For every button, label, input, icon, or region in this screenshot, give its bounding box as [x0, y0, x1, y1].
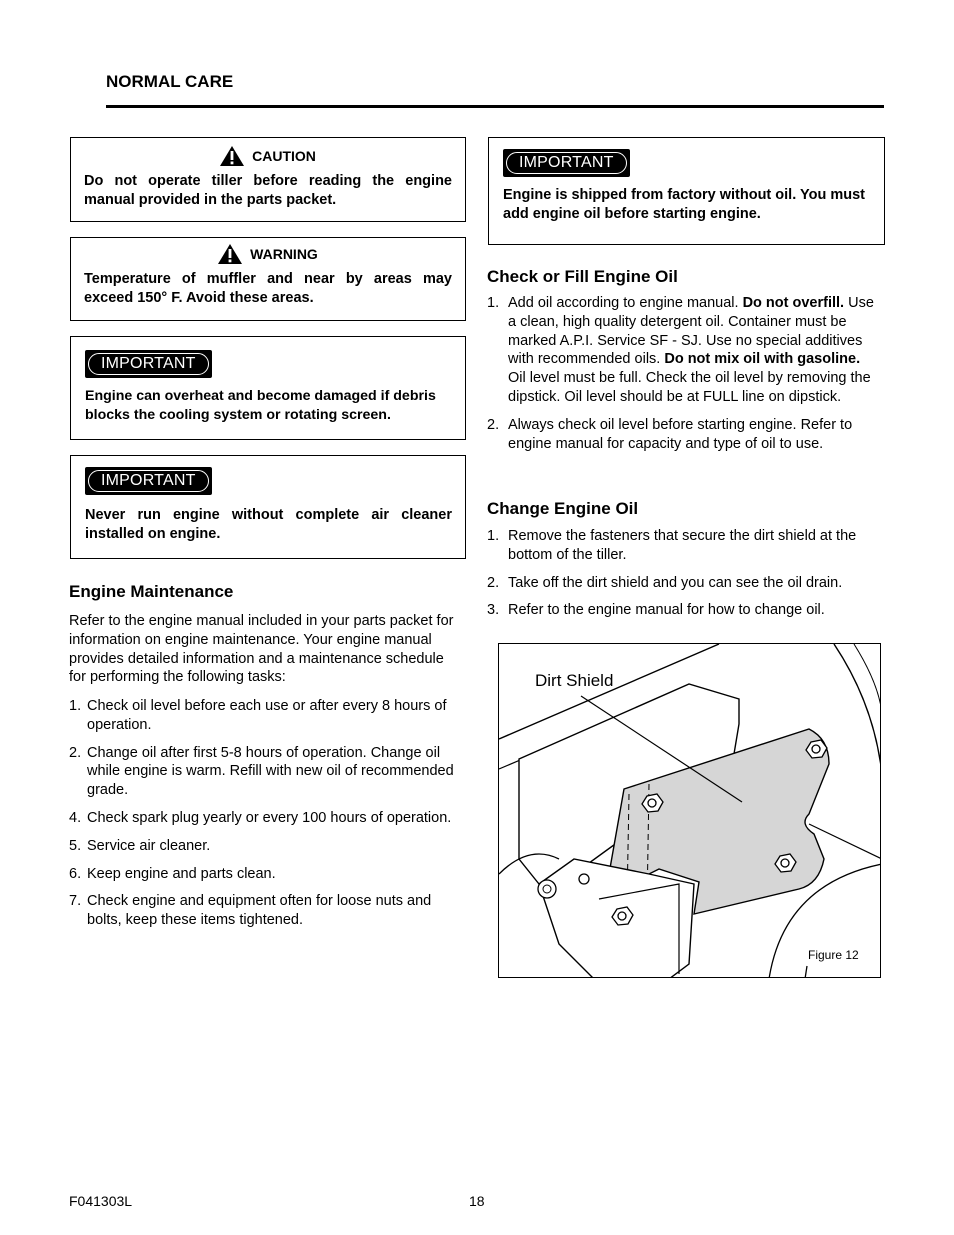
list-item-text: Add oil according to engine manual. Do not overfill. Use a clean, high quality detergent oil. Container must be marked A.P.I. Service SF - SJ. Use no special additives with recommended oils. Do not mix oil with gasoline. Oil level must be full. Check the oil level by removing the dipstick. Oil level should be at FULL line on dipstick. [508, 295, 874, 405]
header-rule [106, 105, 884, 108]
warning-box [70, 237, 466, 321]
list-item-text: Remove the fasteners that secure the dirt shield at the bottom of the tiller. [508, 528, 857, 563]
maintenance-list-item [69, 837, 461, 856]
figure-caption: Figure 12 [808, 948, 859, 962]
list-item-number: 7. [69, 893, 82, 910]
list-item-number: 2. [487, 416, 500, 433]
engine-maintenance-title: Engine Maintenance [69, 582, 234, 601]
list-item-text: Keep engine and parts clean. [87, 865, 276, 882]
important-box-overheat [70, 336, 466, 440]
document-code: F041303L [69, 1193, 133, 1209]
list-item-text: Check oil level before each use or after every 8 hours of operation. [87, 698, 447, 733]
list-item-text: Take off the dirt shield and you can see the oil drain. [508, 574, 843, 591]
important-badge: IMPORTANT [503, 149, 630, 177]
dirt-shield-illustration [499, 644, 881, 978]
list-item-text: Change oil after first 5-8 hours of operation. Change oil while engine is warm. Refill with new oil of recommended grade. [87, 744, 454, 799]
maintenance-list-item [69, 744, 461, 800]
list-item-number: 1. [487, 295, 500, 311]
important-text-air-cleaner: Never run engine without complete air cleaner installed on engine. [85, 507, 452, 542]
maintenance-list-item [69, 809, 461, 828]
dirt-shield-callout-label: Dirt Shield [535, 671, 614, 690]
list-item-text: Check spark plug yearly or every 100 hours of operation. [87, 809, 452, 826]
important-box-air-cleaner [70, 455, 466, 559]
engine-maintenance-list [69, 697, 461, 939]
caution-heading-row [84, 146, 452, 166]
list-item-number: 4. [69, 809, 82, 826]
page-number: 18 [469, 1193, 485, 1209]
list-item-text: Refer to the engine manual for how to change oil. [508, 602, 825, 619]
maintenance-list-item [69, 697, 461, 735]
change-oil-list-item [487, 601, 881, 620]
engine-maintenance-intro: Refer to the engine manual included in your parts packet for information on engine maintenance. Your engine manual provides detailed information and a maintenance schedule for performing the following tasks: [69, 613, 454, 686]
check-fill-list-item [487, 416, 881, 454]
maintenance-list-item [69, 892, 461, 930]
change-oil-list [487, 527, 881, 629]
list-item-number: 6. [69, 865, 82, 882]
list-item-number: 5. [69, 837, 82, 854]
list-item-number: 1. [69, 698, 82, 714]
change-oil-list-item [487, 527, 881, 565]
important-badge: IMPORTANT [85, 350, 212, 378]
change-oil-list-item [487, 574, 881, 593]
caution-text: Do not operate tiller before reading the engine manual provided in the parts packet. [84, 173, 452, 208]
caution-heading: CAUTION [252, 148, 316, 164]
list-item-number: 1. [487, 528, 500, 544]
check-fill-oil-list [487, 294, 881, 462]
figure-12-dirt-shield [498, 643, 881, 978]
list-item-number: 2. [487, 574, 500, 591]
check-fill-list-item [487, 294, 881, 407]
caution-box [70, 137, 466, 222]
section-title: NORMAL CARE [106, 72, 234, 91]
list-item-text: Check engine and equipment often for loose nuts and bolts, keep these items tightened. [87, 893, 432, 929]
important-box-oil [488, 137, 885, 245]
warning-text: Temperature of muffler and near by areas may exceed 150° F. Avoid these areas. [84, 271, 452, 306]
check-fill-oil-title: Check or Fill Engine Oil [487, 267, 678, 286]
change-oil-title: Change Engine Oil [487, 499, 639, 518]
warning-heading: WARNING [250, 246, 318, 262]
list-item-text: Always check oil level before starting engine. Refer to engine manual for capacity and type of oil to use. [508, 416, 853, 452]
list-item-number: 3. [487, 602, 500, 619]
list-item-text: Service air cleaner. [87, 837, 211, 854]
warning-heading-row [84, 244, 452, 264]
warning-triangle-icon [218, 244, 242, 264]
important-badge: IMPORTANT [85, 467, 212, 495]
maintenance-list-item [69, 865, 461, 884]
list-item-number: 2. [69, 744, 82, 761]
important-text-oil: Engine is shipped from factory without oil. You must add engine oil before starting engine. [503, 187, 865, 222]
important-text-overheat: Engine can overheat and become damaged if debris blocks the cooling system or rotating screen. [85, 388, 436, 423]
warning-triangle-icon [220, 146, 244, 166]
